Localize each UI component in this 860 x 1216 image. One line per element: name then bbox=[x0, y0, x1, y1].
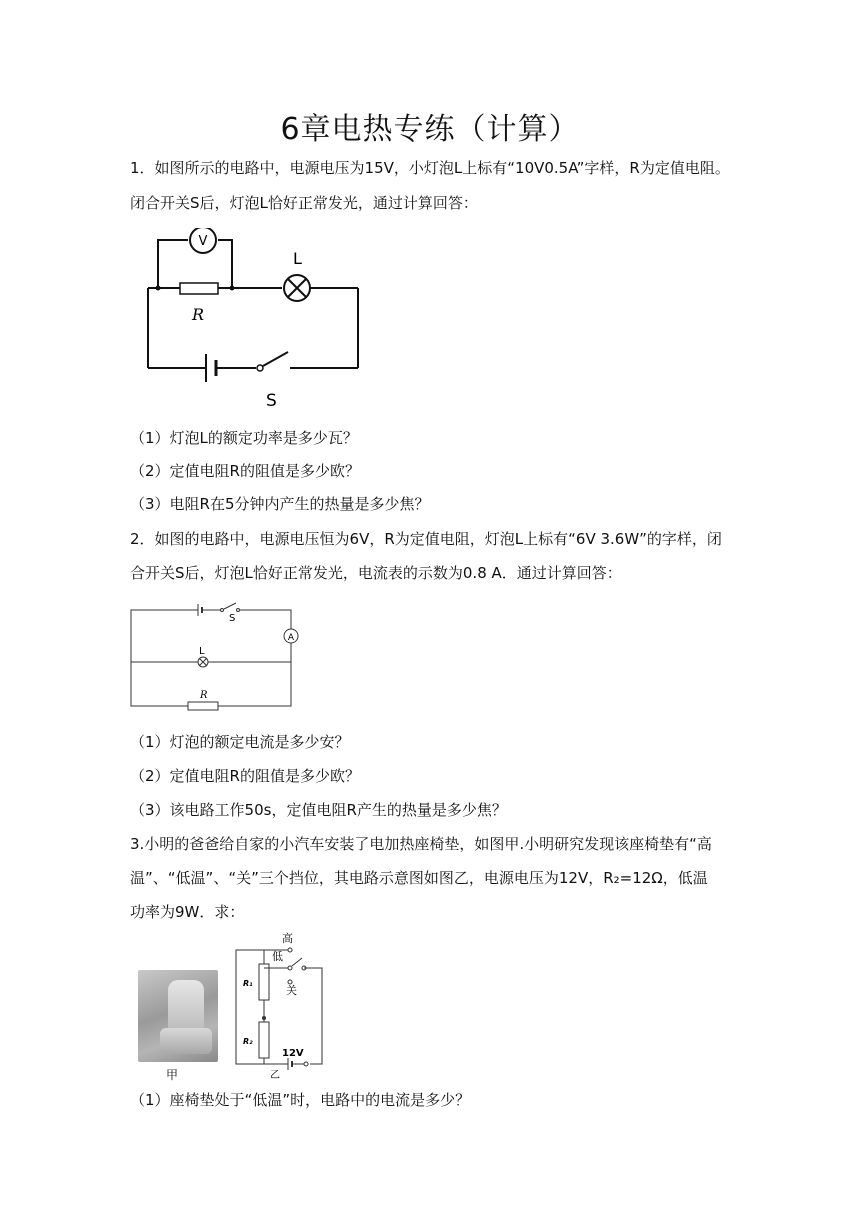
q1-sub1: （1）灯泡L的额定功率是多少瓦？ bbox=[130, 429, 358, 447]
r1-label: R₁ bbox=[243, 979, 253, 988]
lamp-label: L bbox=[199, 646, 205, 657]
q2-text-line2: 合开关S后，灯泡L恰好正常发光，电流表的示数为0.8 A．通过计算回答： bbox=[130, 564, 622, 582]
q3-sub1: （1）座椅垫处于“低温”时，电路中的电流是多少？ bbox=[130, 1091, 471, 1109]
figure-b-label: 乙 bbox=[270, 1070, 280, 1080]
q3-text-line2: 温”、“低温”、“关”三个挡位，其电路示意图如图乙，电源电压为12V，R₂=12Ω，低温 bbox=[130, 869, 708, 887]
q2-sub2: （2）定值电阻R的阻值是多少欧？ bbox=[130, 767, 360, 785]
q2-sub3: （3）该电路工作50s，定值电阻R产生的热量是多少焦？ bbox=[130, 801, 507, 819]
ammeter-label: A bbox=[287, 633, 295, 643]
switch-low-label: 低 bbox=[272, 950, 283, 963]
lamp-label: L bbox=[293, 249, 302, 268]
q3-text-line3: 功率为9W．求： bbox=[130, 903, 245, 921]
q3-text-line1: 3.小明的爸爸给自家的小汽车安装了电加热座椅垫，如图甲.小明研究发现该座椅垫有“高 bbox=[130, 835, 712, 853]
voltage-label: 12V bbox=[282, 1048, 304, 1059]
q2-sub1: （1）灯泡的额定电流是多少安？ bbox=[130, 733, 350, 751]
switch-high-label: 高 bbox=[282, 932, 293, 945]
q2-circuit-diagram bbox=[128, 598, 300, 714]
switch-label: S bbox=[229, 613, 236, 624]
q1-sub3: （3）电阻R在5分钟内产生的热量是多少焦？ bbox=[130, 495, 430, 513]
q1-sub2: （2）定值电阻R的阻值是多少欧？ bbox=[130, 462, 360, 480]
q2-text-line1: 2．如图的电路中，电源电压恒为6V，R为定值电阻，灯泡L上标有“6V 3.6W”的字样，闭 bbox=[130, 530, 722, 548]
switch-label: S bbox=[266, 391, 277, 411]
figure-a-label: 甲 bbox=[166, 1068, 179, 1082]
resistor-label: R bbox=[200, 690, 208, 701]
switch-off-label: 关 bbox=[286, 984, 297, 997]
q3-circuit-diagram bbox=[228, 930, 338, 1080]
heated-seat-photo bbox=[138, 970, 218, 1062]
page-title: 6章电热专练（计算） bbox=[280, 112, 580, 147]
q1-text-line1: 1．如图所示的电路中，电源电压为15V，小灯泡L上标有“10V0.5A”字样，R为定值电阻。 bbox=[130, 159, 730, 177]
r2-label: R₂ bbox=[243, 1037, 253, 1046]
resistor-label: R bbox=[192, 305, 205, 324]
q1-circuit-diagram bbox=[140, 228, 380, 413]
voltmeter-label: V bbox=[198, 234, 208, 249]
q1-text-line2: 闭合开关S后，灯泡L恰好正常发光，通过计算回答： bbox=[130, 194, 478, 212]
